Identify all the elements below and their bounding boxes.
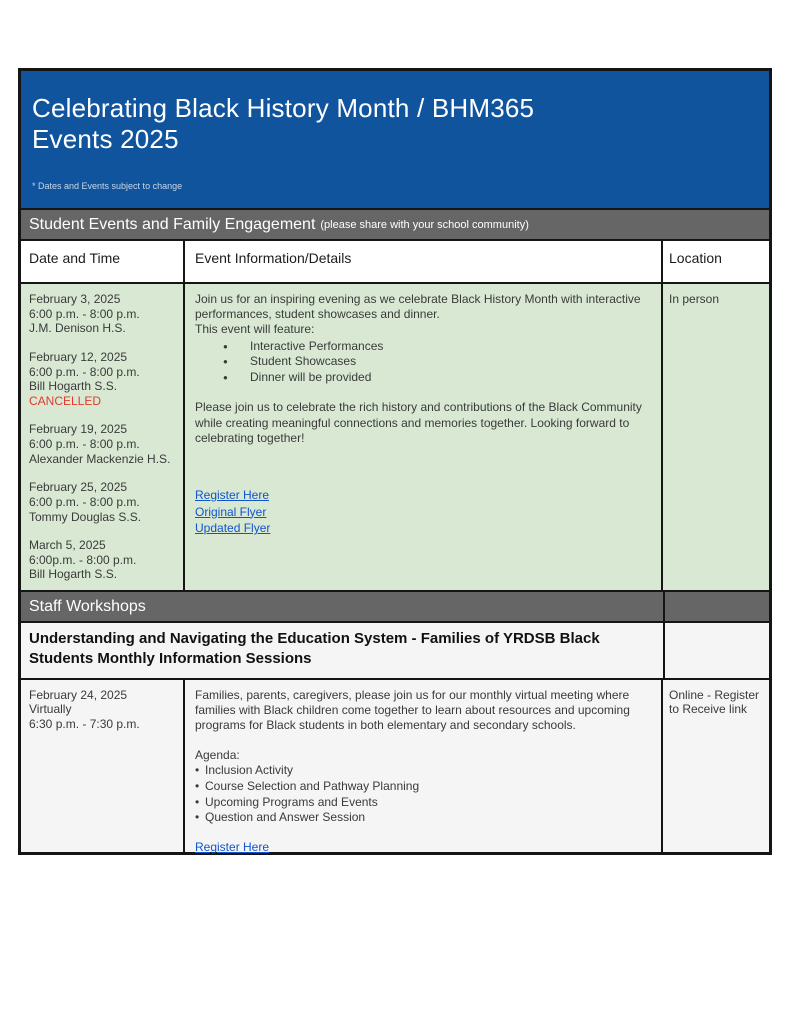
subsection-title-cell xyxy=(21,623,665,678)
event-details-cell xyxy=(185,284,663,590)
event-date: February 25, 2025 xyxy=(29,480,128,495)
section2-title: Staff Workshops xyxy=(29,597,146,615)
event-venue: Bill Hogarth S.S. xyxy=(29,379,118,394)
flyer-link[interactable]: Register Here xyxy=(195,488,270,503)
event-time: 6:00p.m. - 8:00 p.m. xyxy=(29,552,137,567)
workshop-mode: Virtually xyxy=(29,702,72,717)
column-header-event-info: Event Information/Details xyxy=(185,241,663,282)
disclaimer-note: * Dates and Events subject to change xyxy=(32,181,183,191)
event-venue: Tommy Douglas S.S. xyxy=(29,509,142,524)
flyer-link[interactable]: Updated Flyer xyxy=(195,520,271,535)
schedule-entry xyxy=(29,422,175,466)
workshop-date-time-cell xyxy=(21,680,185,852)
workshop-register-link[interactable]: Register Here xyxy=(195,839,270,854)
workshop-details-cell xyxy=(185,680,663,852)
event-date: February 19, 2025 xyxy=(29,422,128,437)
workshop-intro: Families, parents, caregivers, please join us for our monthly virtual meeting where families with Black children come together to learn about resources and upcoming programs for Black students in both elementary and secondary schools. xyxy=(195,687,630,732)
section2-header-empty-cell xyxy=(665,592,769,621)
location-value: In person xyxy=(669,292,720,306)
section-header-student-events xyxy=(21,208,769,239)
schedule-entry xyxy=(29,292,175,336)
subsection-empty-cell xyxy=(665,623,769,678)
event-date: February 12, 2025 xyxy=(29,349,128,364)
event-time: 6:00 p.m. - 8:00 p.m. xyxy=(29,306,140,321)
page-title xyxy=(32,93,755,155)
schedule-entry xyxy=(29,538,175,582)
details-links xyxy=(195,488,651,535)
workshop-location-cell xyxy=(663,680,769,852)
details-outro: Please join us to celebrate the rich history and contributions of the Black Community while creating meaningful connections and memories together. Looking forward to celebrating together! xyxy=(195,400,642,445)
subsection-title-row xyxy=(21,621,769,678)
flyer-link[interactable]: Original Flyer xyxy=(195,504,267,519)
feature-item: ● Dinner will be provided xyxy=(195,370,651,386)
column-header-location: Location xyxy=(669,250,722,266)
event-time: 6:00 p.m. - 8:00 p.m. xyxy=(29,364,140,379)
staff-workshop-row xyxy=(21,678,769,852)
event-venue: Bill Hogarth S.S. xyxy=(29,567,118,582)
section1-subtitle: (please share with your school community) xyxy=(320,218,529,231)
location-cell xyxy=(663,284,769,590)
events-table xyxy=(18,68,772,855)
page-title-line1: Celebrating Black History Month / BHM365 xyxy=(32,93,535,123)
cancelled-status: CANCELLED xyxy=(29,393,102,408)
event-date: February 3, 2025 xyxy=(29,292,121,306)
workshop-time: 6:30 p.m. - 7:30 p.m. xyxy=(29,716,140,731)
section1-title: Student Events and Family Engagement xyxy=(29,215,316,233)
feature-list xyxy=(195,339,651,386)
section-header-staff-workshops xyxy=(21,590,769,621)
workshop-location-value: Online - Register to Receive link xyxy=(669,687,760,717)
event-time: 6:00 p.m. - 8:00 p.m. xyxy=(29,494,140,509)
table-header-row xyxy=(21,239,769,282)
column-header-date-time: Date and Time xyxy=(21,241,185,282)
student-events-row xyxy=(21,282,769,590)
document-header xyxy=(21,71,769,208)
details-feature-label: This event will feature: xyxy=(195,322,315,337)
event-date: March 5, 2025 xyxy=(29,538,106,553)
feature-item: ● Student Showcases xyxy=(195,354,651,370)
agenda-item: • Upcoming Programs and Events xyxy=(195,795,651,811)
schedule-entry xyxy=(29,350,175,409)
feature-item: ● Interactive Performances xyxy=(195,339,651,355)
details-intro: Join us for an inspiring evening as we celebrate Black History Month with interactive performances, student showcases and dinner. xyxy=(195,292,641,322)
schedule-entry xyxy=(29,480,175,524)
workshop-date: February 24, 2025 xyxy=(29,687,128,702)
date-time-cell xyxy=(21,284,185,590)
page-title-line2: Events 2025 xyxy=(32,124,179,155)
agenda-item: • Course Selection and Pathway Planning xyxy=(195,779,651,795)
spacer xyxy=(195,385,651,400)
subsection-title: Understanding and Navigating the Education System - Families of YRDSB Black Students Monthly Information Sessions xyxy=(29,630,600,668)
event-time: 6:00 p.m. - 8:00 p.m. xyxy=(29,437,140,451)
event-venue: Alexander Mackenzie H.S. xyxy=(29,451,171,466)
agenda-list xyxy=(195,763,651,825)
event-venue: J.M. Denison H.S. xyxy=(29,321,126,336)
section2-title-cell xyxy=(21,592,665,621)
spacer xyxy=(195,733,651,748)
agenda-item: • Question and Answer Session xyxy=(195,810,651,826)
agenda-item: • Inclusion Activity xyxy=(195,763,651,779)
agenda-label: Agenda: xyxy=(195,748,240,763)
